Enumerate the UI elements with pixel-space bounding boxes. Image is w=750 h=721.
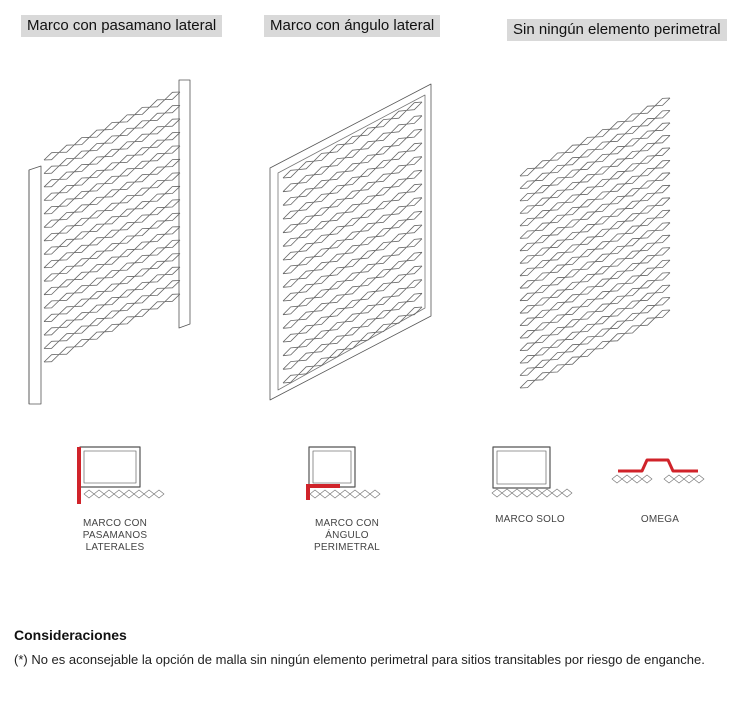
caption-omega: OMEGA — [640, 514, 680, 525]
mesh-without-perimeter — [520, 98, 670, 388]
mesh-with-perimeter-angle — [270, 84, 431, 400]
panel-title-no-perimeter: Sin ningún elemento perimetral — [507, 19, 727, 41]
section-handrail — [77, 447, 164, 504]
panel-title-side-angle: Marco con ángulo lateral — [264, 15, 440, 37]
caption-angle: MARCO CON ÁNGULO PERIMETRAL — [314, 518, 380, 553]
section-omega — [612, 460, 704, 483]
panel-title-side-handrail: Marco con pasamano lateral — [21, 15, 222, 37]
section-frame-only — [492, 447, 572, 497]
considerations-text: (*) No es aconsejable la opción de malla sin ningún elemento perimetral para sitios transitables por riesgo de enganche. — [14, 652, 705, 667]
caption-frame-only: MARCO SOLO — [495, 514, 565, 525]
caption-handrail: MARCO CON PASAMANOS LATERALES — [82, 518, 148, 553]
considerations-title: Consideraciones — [14, 627, 127, 643]
mesh-with-side-handrails — [29, 80, 190, 404]
expanded-mesh-1 — [44, 92, 180, 362]
section-angle — [306, 447, 380, 500]
expanded-mesh-3 — [520, 98, 670, 388]
